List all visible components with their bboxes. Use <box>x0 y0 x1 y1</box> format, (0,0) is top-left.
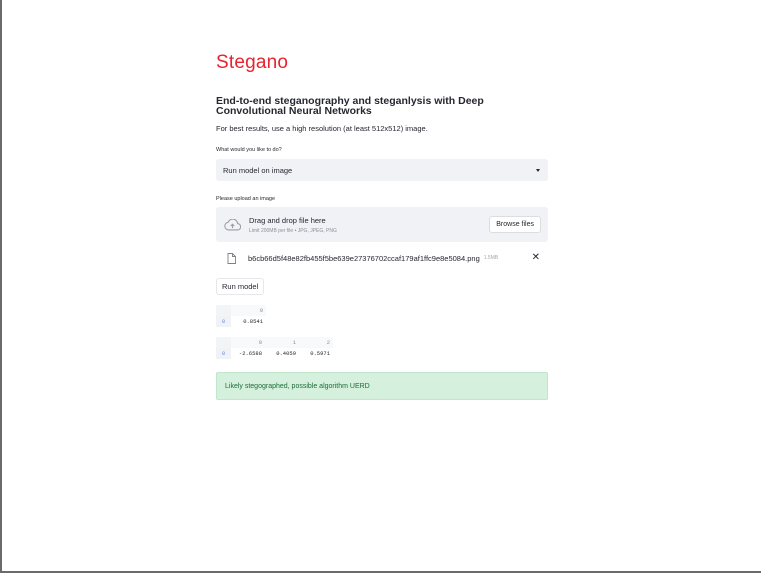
dropzone-limit: Limit 200MB per file • JPG, JPEG, PNG <box>249 227 337 234</box>
dropzone-title: Drag and drop file here <box>249 215 326 225</box>
column-header: 0 <box>231 337 265 348</box>
column-header: 2 <box>299 337 333 348</box>
index-header <box>216 337 231 348</box>
action-select-value: Run model on image <box>223 165 293 175</box>
upload-label: Please upload an image <box>216 196 276 202</box>
run-model-button[interactable]: Run model <box>216 278 264 295</box>
action-select[interactable] <box>216 159 548 181</box>
resolution-note: For best results, use a high resolution (at least 512x512) image. <box>216 124 428 133</box>
result-alert <box>216 372 548 400</box>
dropzone-text <box>249 216 489 234</box>
page-subtitle: End-to-end steganography and steganlysis with Deep Convolutional Neural Networks <box>216 95 484 117</box>
algorithm-dataframe <box>216 337 333 359</box>
row-index: 0 <box>216 316 231 327</box>
browse-files-button[interactable]: Browse files <box>489 216 541 233</box>
result-message: Likely stegographed, possible algorithm UERD <box>225 382 370 390</box>
table-cell: 0.5971 <box>310 350 330 357</box>
page-title: Stegano <box>216 52 289 73</box>
uploaded-file-name: b6cb66d5f48e82fb455f5be639e27376702ccaf179af1ffc9e8e5084.png <box>248 253 480 263</box>
cloud-upload-icon <box>224 219 241 231</box>
uploaded-file-row <box>216 251 548 265</box>
table-row <box>216 316 266 327</box>
file-icon <box>227 253 236 264</box>
table-cell: 0.4059 <box>276 350 296 357</box>
dataframe-header-row <box>216 305 266 316</box>
column-header: 0 <box>231 305 266 316</box>
action-select-label: What would you like to do? <box>216 147 282 153</box>
uploaded-file-size: 1.5MB <box>483 255 499 261</box>
table-row <box>216 348 333 359</box>
chevron-down-icon <box>536 169 540 172</box>
file-dropzone[interactable] <box>216 207 548 242</box>
index-header <box>216 305 231 316</box>
prediction-dataframe <box>216 305 266 327</box>
row-index: 0 <box>216 348 231 359</box>
main-content <box>216 52 548 400</box>
dataframe-header-row <box>216 337 333 348</box>
window-frame-left <box>0 0 2 573</box>
column-header: 1 <box>265 337 299 348</box>
table-cell: -2.6588 <box>238 350 262 357</box>
remove-file-icon[interactable]: ✕ <box>531 252 540 263</box>
table-cell: 0.8541 <box>243 318 263 325</box>
